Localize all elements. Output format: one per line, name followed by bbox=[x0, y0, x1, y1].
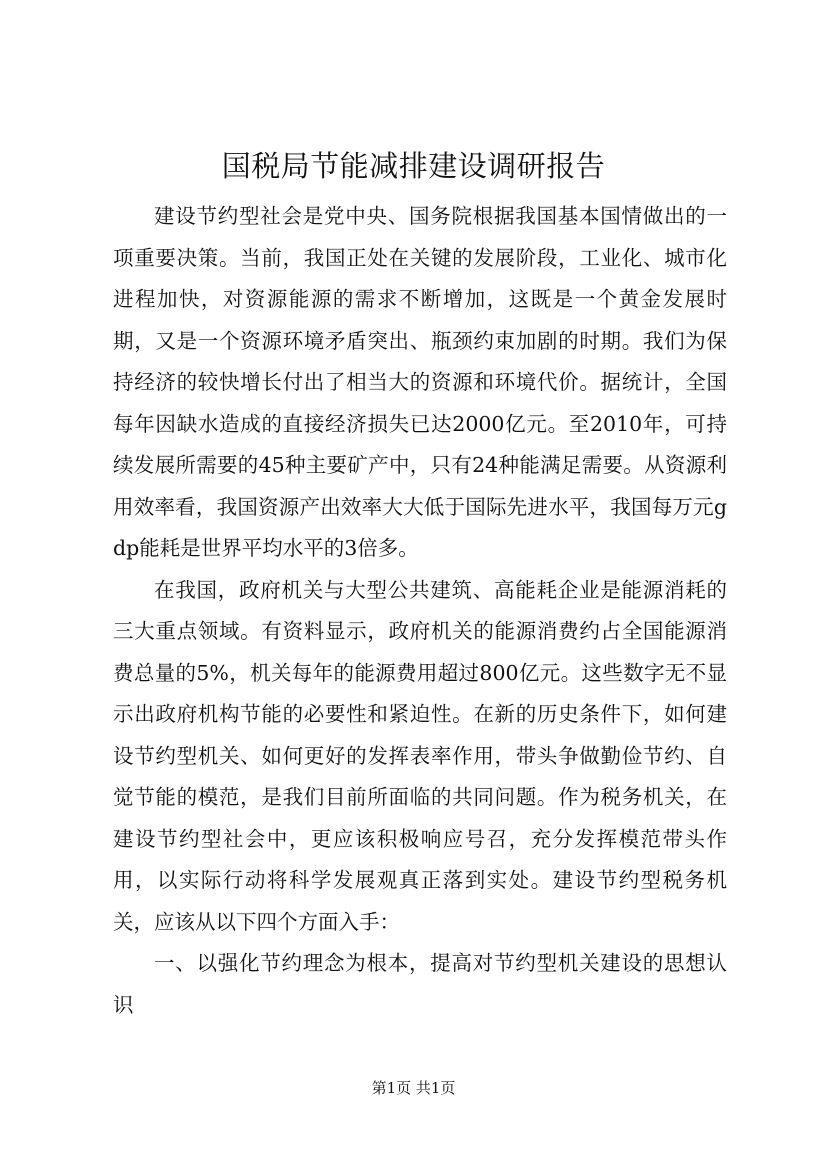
document-title: 国税局节能减排建设调研报告 bbox=[221, 149, 606, 183]
paragraph-section-one-heading: 一、以强化节约理念为根本，提高对节约型机关建设的思想认识 bbox=[113, 951, 727, 1017]
document-body bbox=[113, 196, 727, 1026]
paragraph-intro: 建设节约型社会是党中央、国务院根据我国基本国情做出的一项重要决策。当前，我国正处在关键的发展阶段，工业化、城市化进程加快，对资源能源的需求不断增加，这既是一个黄金发展时期，又是一个资源环境矛盾突出、瓶颈约束加剧的时期。我们为保持经济的较快增长付出了相当大的资源和环境代价。据统计，全国每年因缺水造成的直接经济损失已达2000亿元。至2010年，可持续发展所需要的45种主要矿产中，只有24种能满足需要。从资源利用效率看，我国资源产出效率大大低于国际先进水平，我国每万元gdp能耗是世界平均水平的3倍多。 bbox=[113, 204, 727, 560]
paragraph-government-energy: 在我国，政府机关与大型公共建筑、高能耗企业是能源消耗的三大重点领域。有资料显示，政府机关的能源消费约占全国能源消费总量的5%，机关每年的能源费用超过800亿元。这些数字无不显示出政府机构节能的必要性和紧迫性。在新的历史条件下，如何建设节约型机关、如何更好的发挥表率作用，带头争做勤俭节约、自觉节能的模范，是我们目前所面临的共同问题。作为税务机关，在建设节约型社会中，更应该积极响应号召，充分发挥模范带头作用，以实际行动将科学发展观真正落到实处。建设节约型税务机关，应该从以下四个方面入手： bbox=[113, 577, 727, 934]
page-footer: 第1页 共1页 bbox=[371, 1079, 456, 1097]
